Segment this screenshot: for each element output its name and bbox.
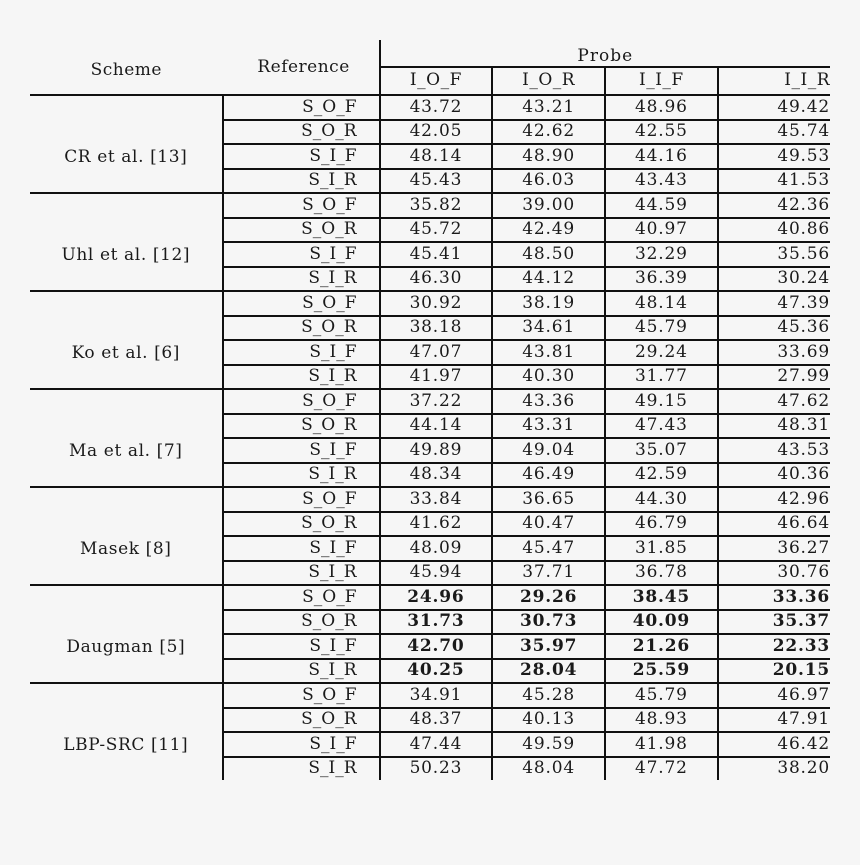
value-cell: 49.53	[718, 144, 830, 169]
table-row	[30, 487, 830, 512]
value-cell: 49.59	[492, 732, 605, 757]
table-row	[30, 193, 830, 218]
value-cell: 45.43	[380, 169, 493, 194]
value-cell: 45.47	[492, 536, 605, 561]
value-cell: 37.71	[492, 561, 605, 586]
header-probe-col-3: I_I_F	[605, 67, 718, 95]
value-cell: 44.12	[492, 267, 605, 292]
value-cell: 28.04	[492, 659, 605, 684]
reference-cell: S_O_R	[223, 610, 380, 635]
value-cell: 35.07	[605, 438, 718, 463]
table-body	[30, 95, 830, 780]
value-cell: 40.36	[718, 463, 830, 488]
value-cell: 42.70	[380, 634, 493, 659]
value-cell: 30.24	[718, 267, 830, 292]
value-cell: 30.92	[380, 291, 493, 316]
table-row	[30, 291, 830, 316]
value-cell: 40.30	[492, 365, 605, 390]
value-cell: 31.85	[605, 536, 718, 561]
value-cell: 45.36	[718, 316, 830, 341]
value-cell: 36.27	[718, 536, 830, 561]
value-cell: 48.09	[380, 536, 493, 561]
value-cell: 48.14	[605, 291, 718, 316]
value-cell: 41.62	[380, 512, 493, 537]
value-cell: 50.23	[380, 757, 493, 781]
value-cell: 35.82	[380, 193, 493, 218]
value-cell: 44.14	[380, 414, 493, 439]
value-cell: 45.74	[718, 120, 830, 145]
value-cell: 29.24	[605, 340, 718, 365]
value-cell: 48.96	[605, 95, 718, 120]
table-row	[30, 585, 830, 610]
value-cell: 48.50	[492, 242, 605, 267]
header-reference: Reference	[223, 40, 380, 95]
value-cell: 33.36	[718, 585, 830, 610]
value-cell: 40.47	[492, 512, 605, 537]
value-cell: 38.19	[492, 291, 605, 316]
reference-cell: S_I_F	[223, 634, 380, 659]
value-cell: 42.05	[380, 120, 493, 145]
value-cell: 40.13	[492, 708, 605, 733]
value-cell: 46.97	[718, 683, 830, 708]
scheme-cell: Uhl et al. [12]	[30, 193, 223, 291]
value-cell: 36.39	[605, 267, 718, 292]
value-cell: 32.29	[605, 242, 718, 267]
value-cell: 44.16	[605, 144, 718, 169]
value-cell: 40.25	[380, 659, 493, 684]
reference-cell: S_O_F	[223, 291, 380, 316]
value-cell: 36.78	[605, 561, 718, 586]
value-cell: 39.00	[492, 193, 605, 218]
value-cell: 45.79	[605, 316, 718, 341]
reference-cell: S_O_F	[223, 389, 380, 414]
value-cell: 46.79	[605, 512, 718, 537]
reference-cell: S_I_F	[223, 438, 380, 463]
value-cell: 27.99	[718, 365, 830, 390]
value-cell: 43.36	[492, 389, 605, 414]
table-header	[30, 40, 830, 95]
value-cell: 49.89	[380, 438, 493, 463]
value-cell: 46.42	[718, 732, 830, 757]
scheme-cell: CR et al. [13]	[30, 95, 223, 193]
reference-cell: S_O_R	[223, 316, 380, 341]
value-cell: 45.41	[380, 242, 493, 267]
value-cell: 46.49	[492, 463, 605, 488]
reference-cell: S_O_F	[223, 193, 380, 218]
value-cell: 34.61	[492, 316, 605, 341]
reference-cell: S_I_R	[223, 463, 380, 488]
value-cell: 48.37	[380, 708, 493, 733]
reference-cell: S_O_R	[223, 708, 380, 733]
value-cell: 41.53	[718, 169, 830, 194]
value-cell: 46.03	[492, 169, 605, 194]
reference-cell: S_I_F	[223, 242, 380, 267]
value-cell: 48.34	[380, 463, 493, 488]
value-cell: 48.93	[605, 708, 718, 733]
value-cell: 24.96	[380, 585, 493, 610]
header-probe-col-4: I_I_R	[718, 67, 830, 95]
scheme-cell: LBP-SRC [11]	[63, 734, 189, 755]
value-cell: 47.91	[718, 708, 830, 733]
value-cell: 45.94	[380, 561, 493, 586]
value-cell: 38.18	[380, 316, 493, 341]
scheme-cell: Ma et al. [7]	[30, 389, 223, 487]
value-cell: 38.45	[605, 585, 718, 610]
value-cell: 31.77	[605, 365, 718, 390]
value-cell: 47.43	[605, 414, 718, 439]
value-cell: 49.04	[492, 438, 605, 463]
value-cell: 42.59	[605, 463, 718, 488]
value-cell: 43.21	[492, 95, 605, 120]
value-cell: 48.04	[492, 757, 605, 781]
value-cell: 40.86	[718, 218, 830, 243]
value-cell: 42.96	[718, 487, 830, 512]
reference-cell: S_I_R	[223, 757, 380, 781]
value-cell: 45.28	[492, 683, 605, 708]
scheme-cell: Daugman [5]	[30, 585, 223, 683]
header-probe-col-1: I_O_F	[380, 67, 493, 95]
table-row	[30, 389, 830, 414]
value-cell: 25.59	[605, 659, 718, 684]
table-row	[30, 95, 830, 120]
value-cell: 33.69	[718, 340, 830, 365]
reference-cell: S_I_R	[223, 267, 380, 292]
value-cell: 43.81	[492, 340, 605, 365]
header-probe: Probe	[380, 40, 830, 67]
value-cell: 35.56	[718, 242, 830, 267]
reference-cell: S_O_F	[223, 585, 380, 610]
value-cell: 30.73	[492, 610, 605, 635]
value-cell: 47.39	[718, 291, 830, 316]
table-row	[30, 683, 830, 708]
value-cell: 42.55	[605, 120, 718, 145]
value-cell: 44.59	[605, 193, 718, 218]
value-cell: 45.72	[380, 218, 493, 243]
value-cell: 48.90	[492, 144, 605, 169]
value-cell: 31.73	[380, 610, 493, 635]
value-cell: 40.97	[605, 218, 718, 243]
reference-cell: S_I_F	[223, 732, 380, 757]
value-cell: 48.31	[718, 414, 830, 439]
value-cell: 49.15	[605, 389, 718, 414]
value-cell: 43.72	[380, 95, 493, 120]
value-cell: 36.65	[492, 487, 605, 512]
value-cell: 40.09	[605, 610, 718, 635]
value-cell: 44.30	[605, 487, 718, 512]
value-cell: 46.64	[718, 512, 830, 537]
results-table	[30, 40, 830, 780]
value-cell: 42.62	[492, 120, 605, 145]
reference-cell: S_O_R	[223, 218, 380, 243]
reference-cell: S_O_R	[223, 120, 380, 145]
value-cell: 30.76	[718, 561, 830, 586]
value-cell: 47.44	[380, 732, 493, 757]
value-cell: 46.30	[380, 267, 493, 292]
value-cell: 47.72	[605, 757, 718, 781]
reference-cell: S_I_R	[223, 561, 380, 586]
value-cell: 22.33	[718, 634, 830, 659]
value-cell: 42.36	[718, 193, 830, 218]
reference-cell: S_I_R	[223, 169, 380, 194]
reference-cell: S_O_F	[223, 683, 380, 708]
value-cell: 48.14	[380, 144, 493, 169]
value-cell: 47.62	[718, 389, 830, 414]
value-cell: 34.91	[380, 683, 493, 708]
value-cell: 43.53	[718, 438, 830, 463]
value-cell: 38.20	[777, 758, 830, 779]
value-cell: 41.97	[380, 365, 493, 390]
value-cell: 33.84	[380, 487, 493, 512]
scheme-cell: Masek [8]	[30, 487, 223, 585]
value-cell: 20.15	[718, 659, 830, 684]
value-cell: 37.22	[380, 389, 493, 414]
value-cell: 21.26	[605, 634, 718, 659]
value-cell: 47.07	[380, 340, 493, 365]
reference-cell: S_O_R	[223, 512, 380, 537]
header-probe-col-2: I_O_R	[492, 67, 605, 95]
value-cell: 29.26	[492, 585, 605, 610]
reference-cell: S_I_R	[223, 365, 380, 390]
value-cell: 35.37	[718, 610, 830, 635]
reference-cell: S_I_F	[223, 144, 380, 169]
reference-cell: S_O_F	[223, 487, 380, 512]
value-cell: 42.49	[492, 218, 605, 243]
value-cell: 45.79	[605, 683, 718, 708]
value-cell: 35.97	[492, 634, 605, 659]
value-cell: 43.43	[605, 169, 718, 194]
value-cell: 49.42	[718, 95, 830, 120]
reference-cell: S_I_F	[223, 340, 380, 365]
reference-cell: S_I_R	[223, 659, 380, 684]
value-cell: 43.31	[492, 414, 605, 439]
reference-cell: S_I_F	[223, 536, 380, 561]
reference-cell: S_O_R	[223, 414, 380, 439]
value-cell: 41.98	[605, 732, 718, 757]
reference-cell: S_O_F	[223, 95, 380, 120]
header-scheme: Scheme	[30, 40, 223, 95]
results-table-container	[30, 40, 830, 780]
scheme-cell: Ko et al. [6]	[30, 291, 223, 389]
